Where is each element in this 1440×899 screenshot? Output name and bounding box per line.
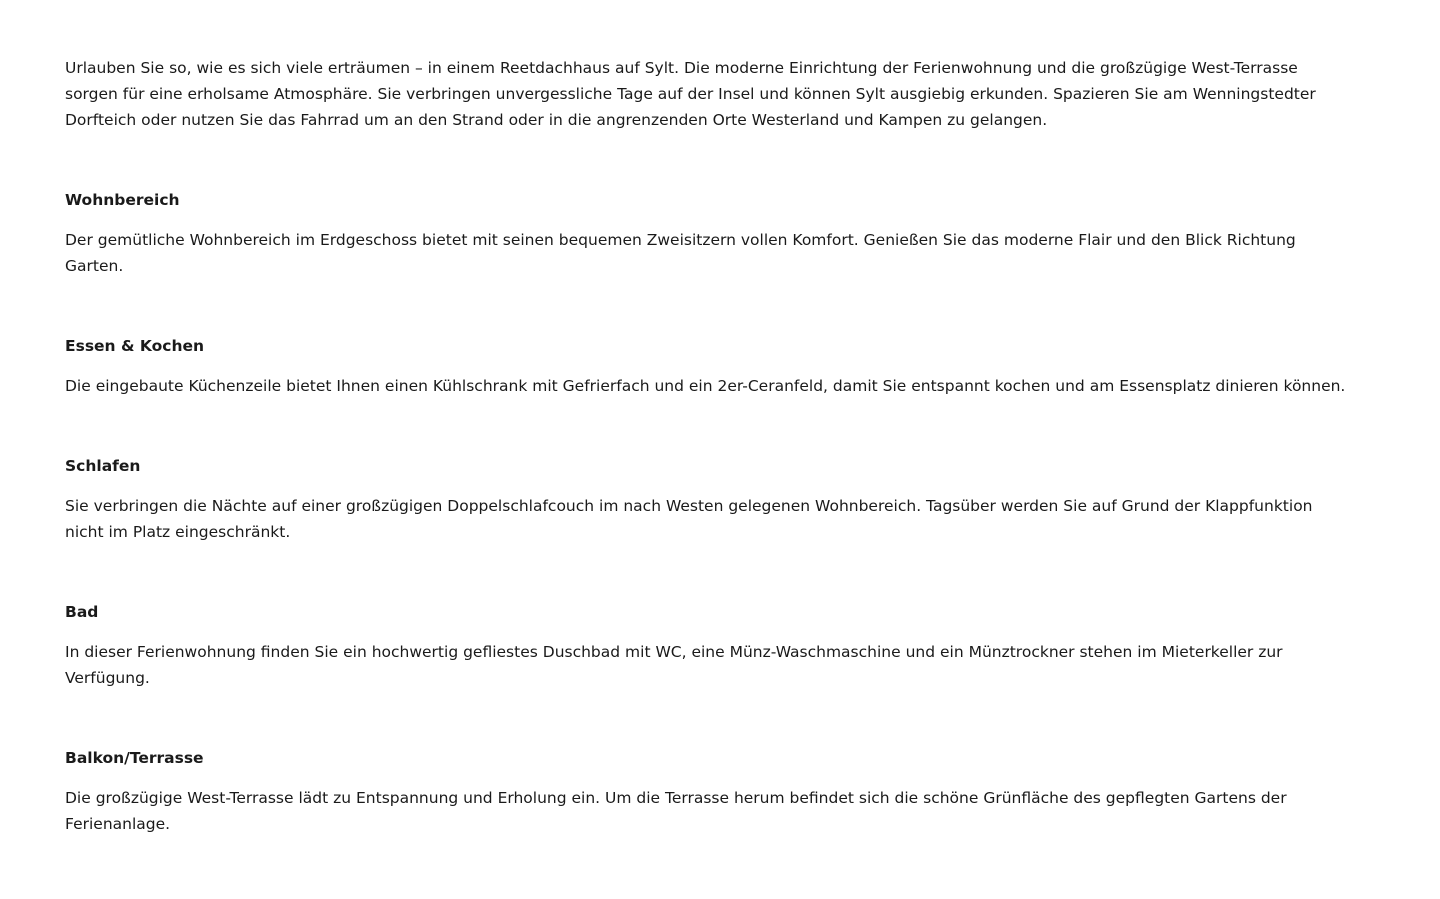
section-title: Schlafen xyxy=(65,457,141,475)
section-title: Bad xyxy=(65,603,99,621)
section-title: Essen & Kochen xyxy=(65,337,205,355)
intro-paragraph: Urlauben Sie so, wie es sich viele erträumen – in einem Reetdachhaus auf Sylt. Die moderne Einrichtung der Ferienwohnung und die großzügige West-Terrasse sorgen für eine erholsame Atmosphäre. Sie verbringen unvergessliche Tage auf der Insel und können Sylt ausgiebig erkunden. Spazieren Sie am Wenningstedter Dorfteich oder nutzen Sie das Fahrrad um an den Strand oder in die angrenzenden Orte Westerland und Kampen zu gelangen. xyxy=(65,59,1316,129)
section-text: Der gemütliche Wohnbereich im Erdgeschoss bietet mit seinen bequemen Zweisitzern vollen Komfort. Genießen Sie das moderne Flair und den Blick Richtung Garten. xyxy=(65,231,1296,275)
section-wohnbereich xyxy=(65,187,1350,279)
section-essen-kochen xyxy=(65,333,1350,399)
section-bad xyxy=(65,599,1350,691)
section-title: Balkon/Terrasse xyxy=(65,749,204,767)
section-text: Die eingebaute Küchenzeile bietet Ihnen einen Kühlschrank mit Gefrierfach und ein 2er-Ceranfeld, damit Sie entspannt kochen und am Essensplatz dinieren können. xyxy=(65,377,1346,395)
section-text: Die großzügige West-Terrasse lädt zu Entspannung und Erholung ein. Um die Terrasse herum befindet sich die schöne Grünfläche des gepflegten Gartens der Ferienanlage. xyxy=(65,789,1287,833)
section-schlafen xyxy=(65,453,1350,545)
section-balkon-terrasse xyxy=(65,745,1350,837)
section-text: In dieser Ferienwohnung finden Sie ein hochwertig gefliestes Duschbad mit WC, eine Münz-Waschmaschine und ein Münztrockner stehen im Mieterkeller zur Verfügung. xyxy=(65,643,1283,687)
section-title: Wohnbereich xyxy=(65,191,180,209)
section-text: Sie verbringen die Nächte auf einer großzügigen Doppelschlafcouch im nach Westen gelegenen Wohnbereich. Tagsüber werden Sie auf Grund der Klappfunktion nicht im Platz eingeschränkt. xyxy=(65,497,1313,541)
